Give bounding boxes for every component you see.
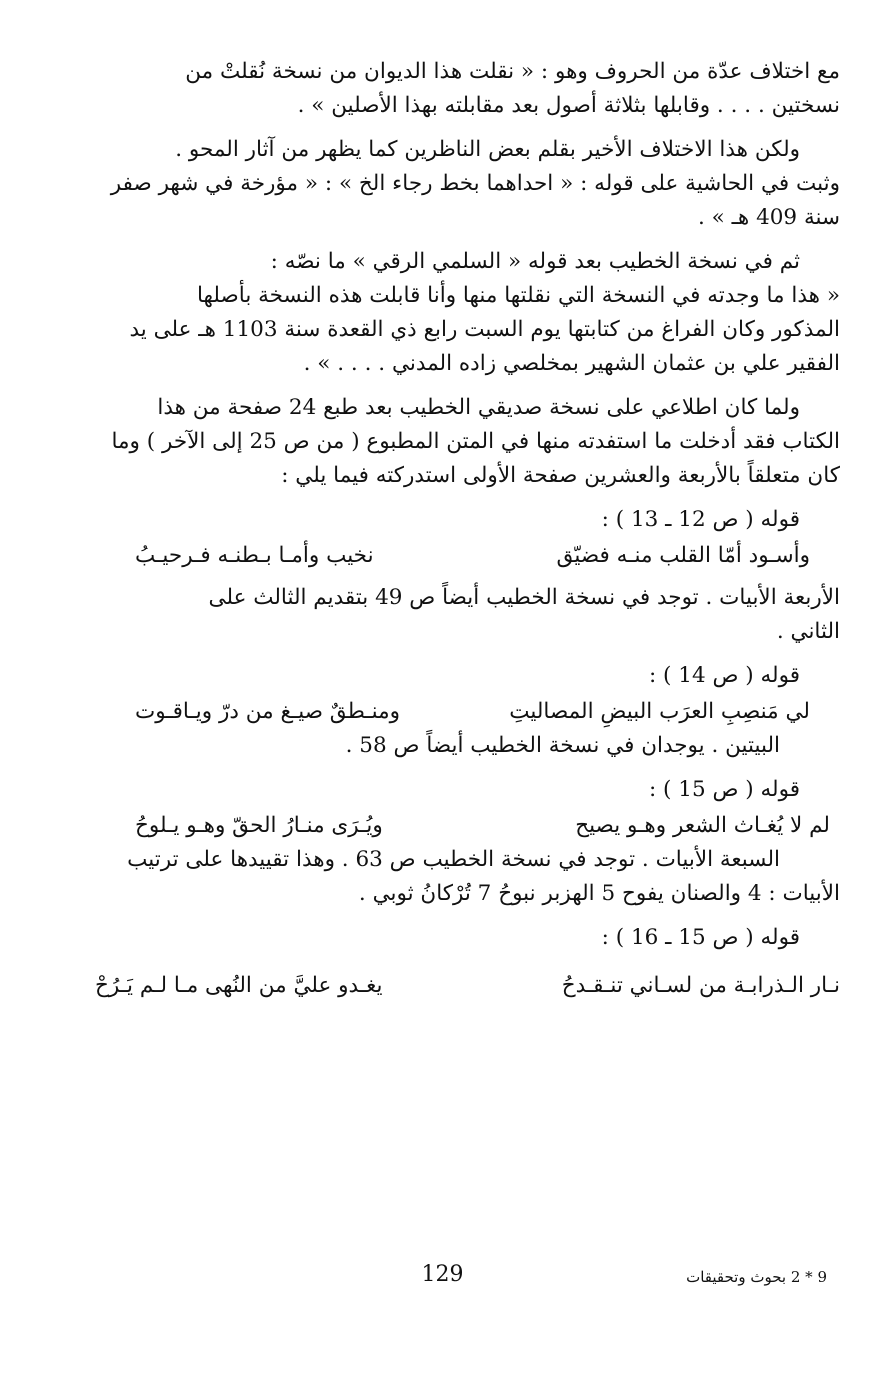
entry-note <box>95 581 840 649</box>
text-line: الأبيات : 4 والصنان يفوح 5 الهزبر نبوحُ 7 تُرْكانُ ثوبي . <box>358 881 840 906</box>
entry-reference: قوله ( ص 15 ـ 16 ) : <box>601 925 800 950</box>
page-footer <box>0 1262 885 1292</box>
verse <box>135 695 810 729</box>
verse <box>135 809 830 843</box>
text-line: السبعة الأبيات . توجد في نسخة الخطيب ص 63 . وهذا تقييدها على ترتيب <box>127 847 780 872</box>
text-line: المذكور وكان الفراغ من كتابتها يوم السبت رابع ذي القعدة سنة 1103 هـ على يد <box>129 317 840 342</box>
paragraph-1 <box>95 55 840 123</box>
text-line: ولما كان اطلاعي على نسخة صديقي الخطيب بعد طبع 24 صفحة من هذا <box>157 395 800 420</box>
text-line: كان متعلقاً بالأربعة والعشرين صفحة الأولى استدركته فيما يلي : <box>281 463 840 488</box>
text-line: مع اختلاف عدّة من الحروف وهو : « نقلت هذا الديوان من نسخة نُقلتْ من <box>185 59 840 84</box>
text-line: ولكن هذا الاختلاف الأخير بقلم بعض الناظرين كما يظهر من آثار المحو . <box>175 137 800 162</box>
verse <box>95 969 840 1003</box>
text-line: الفقير علي بن عثمان الشهير بمخلصي زاده المدني . . . . » . <box>303 351 840 376</box>
text-line: وثبت في الحاشية على قوله : « احداهما بخط رجاء الخ » : « مؤرخة في شهر صفر <box>110 171 840 196</box>
verse-first-hemistich: وأسـود أمّا القلب منـه فضيّق <box>556 543 810 568</box>
text-line: الأربعة الأبيات . توجد في نسخة الخطيب أيضاً ص 49 بتقديم الثالث على <box>208 585 840 610</box>
verse-first-hemistich: نـار الـذرابـة من لسـاني تنـقـدحُ <box>561 973 840 998</box>
verse-first-hemistich: لي مَنصِبِ العرَب البيضِ المصاليتِ <box>509 699 810 724</box>
entry-note <box>95 843 840 911</box>
text-line: الثاني . <box>776 619 840 644</box>
entry-note <box>95 729 840 763</box>
entry-reference: قوله ( ص 14 ) : <box>648 663 800 688</box>
verse <box>135 539 810 573</box>
entry-1 <box>95 503 840 649</box>
paragraph-3 <box>95 245 840 381</box>
entry-2 <box>95 659 840 763</box>
verse-second-hemistich: ومنـطقٌ صيـغ من درّ ويـاقـوت <box>135 699 401 724</box>
verse-second-hemistich: نخيب وأمـا بـطنـه فـرحيـبُ <box>135 543 374 568</box>
signature-mark: 9 * 2 بحوث وتحقيقات <box>686 1268 827 1286</box>
text-line: الكتاب فقد أدخلت ما استفدته منها في المتن المطبوع ( من ص 25 إلى الآخر ) وما <box>111 429 840 454</box>
entry-3 <box>95 773 840 911</box>
entry-reference: قوله ( ص 15 ) : <box>648 777 800 802</box>
entry-reference: قوله ( ص 12 ـ 13 ) : <box>601 507 800 532</box>
page-number: 129 <box>421 1262 464 1287</box>
page-body <box>95 55 840 1003</box>
paragraph-2 <box>95 133 840 235</box>
text-line: البيتين . يوجدان في نسخة الخطيب أيضاً ص 58 . <box>345 733 780 758</box>
entry-4 <box>95 921 840 1003</box>
text-line: « هذا ما وجدته في النسخة التي نقلتها منها وأنا قابلت هذه النسخة بأصلها <box>196 283 840 308</box>
text-line: سنة 409 هـ » . <box>697 205 840 230</box>
text-line: ثم في نسخة الخطيب بعد قوله « السلمي الرقي » ما نصّه : <box>270 249 800 274</box>
verse-second-hemistich: يغـدو عليَّ من النُهى مـا لـم يَـرُحْ <box>95 973 383 998</box>
text-line: نسختين . . . . وقابلها بثلاثة أصول بعد مقابلته بهذا الأصلين » . <box>297 93 840 118</box>
verse-first-hemistich: لم لا يُغـاث الشعر وهـو يصيح <box>575 813 830 838</box>
paragraph-4 <box>95 391 840 493</box>
verse-second-hemistich: ويُـرَى منـارُ الحقّ وهـو يـلوحُ <box>135 813 383 838</box>
